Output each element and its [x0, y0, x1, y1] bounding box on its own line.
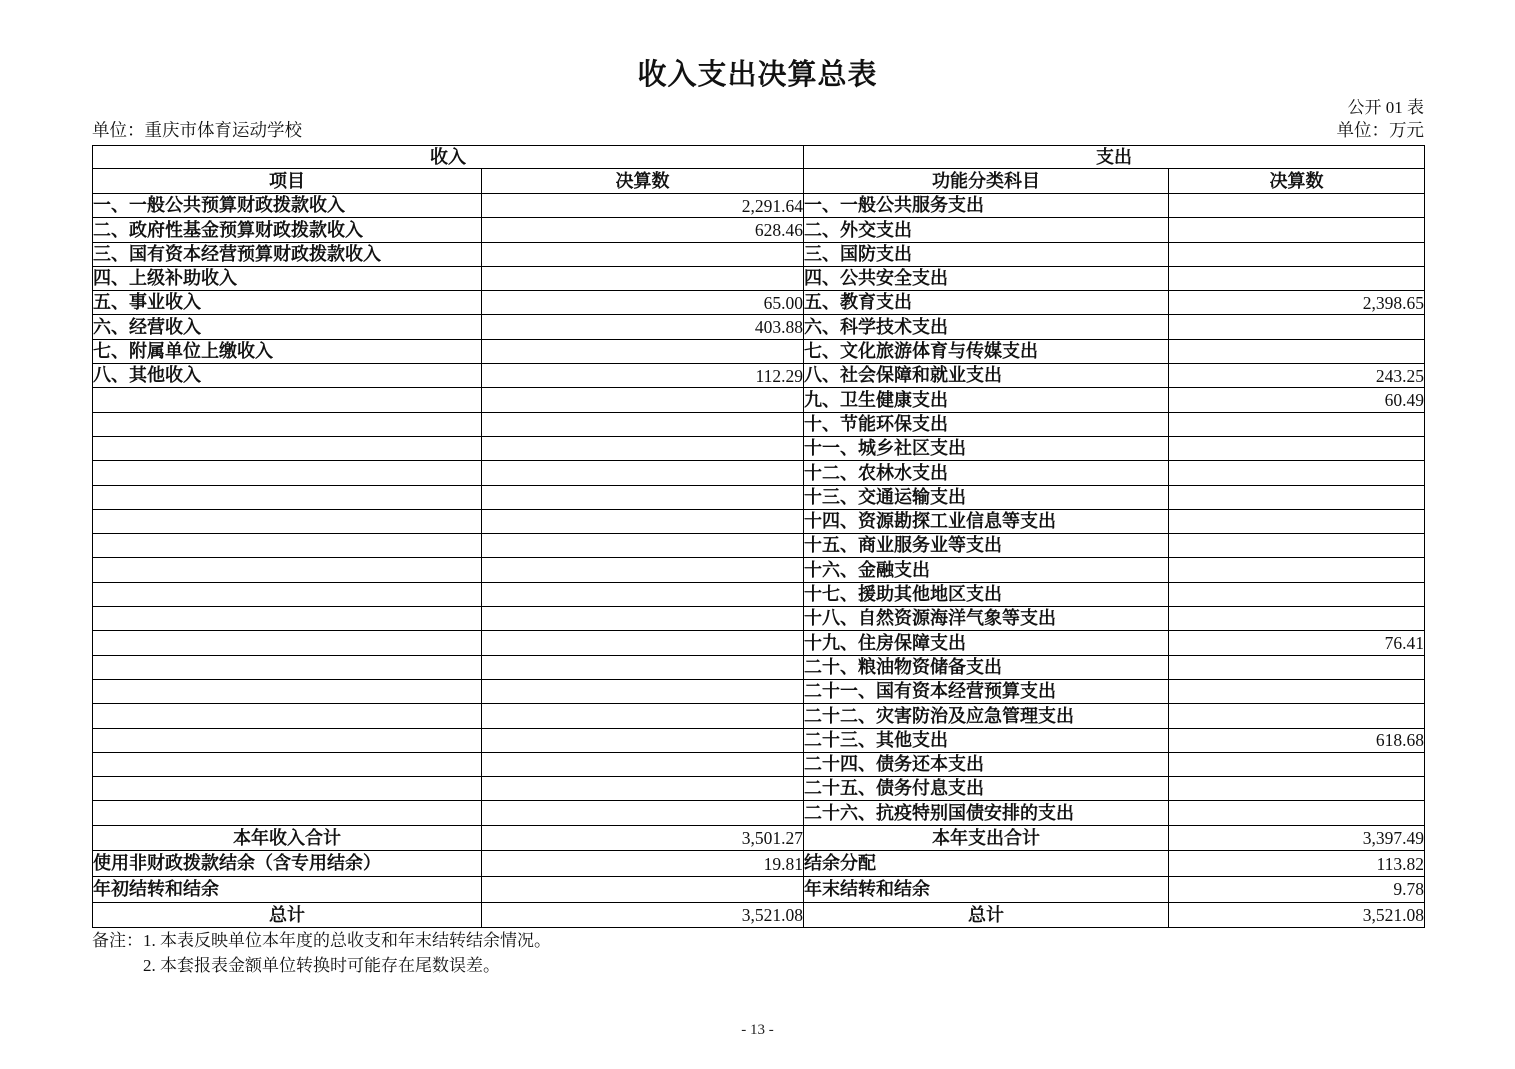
- expense-amount-cell: [1169, 266, 1425, 290]
- expense-amount-cell: [1169, 607, 1425, 631]
- note-line-2: 2. 本套报表金额单位转换时可能存在尾数误差。: [143, 956, 500, 975]
- income-item-cell: [93, 704, 482, 728]
- note-line-1: 1. 本表反映单位本年度的总收支和年末结转结余情况。: [143, 931, 551, 950]
- expense-item-cell: 二、外交支出: [804, 218, 1169, 242]
- income-item-cell: [93, 485, 482, 509]
- income-amount-cell: [482, 436, 804, 460]
- income-amount-cell: 403.88: [482, 315, 804, 339]
- income-item-cell: [93, 436, 482, 460]
- expense-amount-cell: 76.41: [1169, 631, 1425, 655]
- expense-amount-cell: [1169, 461, 1425, 485]
- income-amount-cell: [482, 388, 804, 412]
- income-item-cell: [93, 801, 482, 825]
- expense-item-cell: 十三、交通运输支出: [804, 485, 1169, 509]
- income-amount-cell: [482, 801, 804, 825]
- income-item-cell: [93, 388, 482, 412]
- table-item-row: [93, 412, 1425, 436]
- expense-amount-cell: [1169, 655, 1425, 679]
- expense-amount-cell: [1169, 752, 1425, 776]
- table-item-row: [93, 291, 1425, 315]
- notes-label: 备注：: [92, 931, 143, 950]
- income-item-cell: [93, 558, 482, 582]
- table-summary-row: [93, 825, 1425, 851]
- table-item-row: [93, 752, 1425, 776]
- expense-amount-cell: 60.49: [1169, 388, 1425, 412]
- income-item-cell: [93, 582, 482, 606]
- income-amount-cell: [482, 485, 804, 509]
- expense-amount-cell: [1169, 704, 1425, 728]
- expense-amount-cell: 243.25: [1169, 364, 1425, 388]
- expense-summary-amount-cell: 3,397.49: [1169, 825, 1425, 851]
- expense-amount-column-header: 决算数: [1169, 169, 1425, 194]
- expense-amount-cell: [1169, 339, 1425, 363]
- income-amount-cell: [482, 752, 804, 776]
- income-item-cell: [93, 607, 482, 631]
- table-item-row: [93, 582, 1425, 606]
- expense-item-cell: 五、教育支出: [804, 291, 1169, 315]
- income-item-cell: 六、经营收入: [93, 315, 482, 339]
- table-item-row: [93, 534, 1425, 558]
- expense-item-cell: 十八、自然资源海洋气象等支出: [804, 607, 1169, 631]
- expense-item-cell: 十七、援助其他地区支出: [804, 582, 1169, 606]
- income-item-cell: 一、一般公共预算财政拨款收入: [93, 194, 482, 218]
- table-item-row: [93, 194, 1425, 218]
- expense-summary-label-cell: 年末结转和结余: [804, 877, 1169, 903]
- notes-block: [92, 928, 551, 978]
- table-item-row: [93, 339, 1425, 363]
- expense-item-cell: 九、卫生健康支出: [804, 388, 1169, 412]
- table-summary-row: [93, 877, 1425, 903]
- expense-amount-cell: [1169, 315, 1425, 339]
- income-amount-cell: [482, 728, 804, 752]
- income-amount-column-header: 决算数: [482, 169, 804, 194]
- income-amount-cell: 628.46: [482, 218, 804, 242]
- expense-amount-cell: [1169, 485, 1425, 509]
- income-item-cell: [93, 679, 482, 703]
- expense-item-cell: 二十三、其他支出: [804, 728, 1169, 752]
- meta-line: [92, 117, 1424, 142]
- expense-amount-cell: 618.68: [1169, 728, 1425, 752]
- table-item-row: [93, 388, 1425, 412]
- table-item-row: [93, 461, 1425, 485]
- income-summary-amount-cell: 3,501.27: [482, 825, 804, 851]
- table-item-row: [93, 631, 1425, 655]
- section-header-row: [93, 146, 1425, 169]
- income-item-cell: 三、国有资本经营预算财政拨款收入: [93, 242, 482, 266]
- unit-name-label: 单位：重庆市体育运动学校: [92, 120, 302, 140]
- table-item-row: [93, 266, 1425, 290]
- table-item-row: [93, 485, 1425, 509]
- income-amount-cell: [482, 242, 804, 266]
- expense-item-cell: 三、国防支出: [804, 242, 1169, 266]
- expense-item-cell: 二十六、抗疫特别国债安排的支出: [804, 801, 1169, 825]
- income-amount-cell: 65.00: [482, 291, 804, 315]
- income-item-cell: [93, 509, 482, 533]
- expense-section-header: 支出: [804, 146, 1425, 169]
- expense-item-cell: 八、社会保障和就业支出: [804, 364, 1169, 388]
- expense-summary-amount-cell: 3,521.08: [1169, 902, 1425, 928]
- income-item-cell: [93, 631, 482, 655]
- income-item-cell: [93, 777, 482, 801]
- income-item-cell: [93, 655, 482, 679]
- income-summary-amount-cell: 3,521.08: [482, 902, 804, 928]
- income-summary-amount-cell: 19.81: [482, 851, 804, 877]
- expense-item-cell: 十四、资源勘探工业信息等支出: [804, 509, 1169, 533]
- income-amount-cell: [482, 558, 804, 582]
- table-item-row: [93, 801, 1425, 825]
- income-amount-cell: [482, 655, 804, 679]
- expense-item-cell: 四、公共安全支出: [804, 266, 1169, 290]
- expense-item-cell: 七、文化旅游体育与传媒支出: [804, 339, 1169, 363]
- expense-amount-cell: [1169, 777, 1425, 801]
- expense-amount-cell: [1169, 558, 1425, 582]
- table-code-label: 公开 01 表: [1347, 98, 1424, 117]
- unit-of-measure-label: 单位：万元: [1336, 120, 1424, 140]
- expense-item-cell: 二十四、债务还本支出: [804, 752, 1169, 776]
- budget-summary-table: [92, 145, 1425, 928]
- expense-item-cell: 十五、商业服务业等支出: [804, 534, 1169, 558]
- income-item-column-header: 项目: [93, 169, 482, 194]
- table-item-row: [93, 728, 1425, 752]
- table-summary-row: [93, 902, 1425, 928]
- expense-item-cell: 十一、城乡社区支出: [804, 436, 1169, 460]
- expense-item-cell: 十九、住房保障支出: [804, 631, 1169, 655]
- expense-amount-cell: [1169, 509, 1425, 533]
- table-item-row: [93, 364, 1425, 388]
- expense-amount-cell: [1169, 412, 1425, 436]
- table-item-row: [93, 436, 1425, 460]
- income-amount-cell: [482, 704, 804, 728]
- expense-amount-cell: [1169, 534, 1425, 558]
- income-summary-label-cell: 使用非财政拨款结余（含专用结余）: [93, 851, 482, 877]
- income-item-cell: [93, 752, 482, 776]
- expense-summary-amount-cell: 113.82: [1169, 851, 1425, 877]
- table-item-row: [93, 509, 1425, 533]
- income-amount-cell: 112.29: [482, 364, 804, 388]
- table-item-row: [93, 655, 1425, 679]
- table-item-row: [93, 242, 1425, 266]
- table-item-row: [93, 558, 1425, 582]
- income-summary-label-cell: 总计: [93, 902, 482, 928]
- income-amount-cell: [482, 679, 804, 703]
- table-item-row: [93, 777, 1425, 801]
- expense-item-cell: 十六、金融支出: [804, 558, 1169, 582]
- income-item-cell: 五、事业收入: [93, 291, 482, 315]
- table-item-row: [93, 218, 1425, 242]
- table-item-row: [93, 704, 1425, 728]
- expense-amount-cell: [1169, 582, 1425, 606]
- expense-summary-amount-cell: 9.78: [1169, 877, 1425, 903]
- table-item-row: [93, 679, 1425, 703]
- notes-lines: [143, 928, 551, 978]
- expense-amount-cell: [1169, 679, 1425, 703]
- expense-amount-cell: [1169, 218, 1425, 242]
- income-section-header: 收入: [93, 146, 804, 169]
- expense-item-column-header: 功能分类科目: [804, 169, 1169, 194]
- expense-item-cell: 一、一般公共服务支出: [804, 194, 1169, 218]
- expense-summary-label-cell: 总计: [804, 902, 1169, 928]
- income-item-cell: 八、其他收入: [93, 364, 482, 388]
- expense-summary-label-cell: 结余分配: [804, 851, 1169, 877]
- income-summary-label-cell: 年初结转和结余: [93, 877, 482, 903]
- expense-amount-cell: 2,398.65: [1169, 291, 1425, 315]
- expense-summary-label-cell: 本年支出合计: [804, 825, 1169, 851]
- expense-item-cell: 二十二、灾害防治及应急管理支出: [804, 704, 1169, 728]
- income-amount-cell: [482, 509, 804, 533]
- expense-item-cell: 二十、粮油物资储备支出: [804, 655, 1169, 679]
- page-number: - 13 -: [741, 1022, 774, 1038]
- income-amount-cell: [482, 534, 804, 558]
- income-item-cell: 二、政府性基金预算财政拨款收入: [93, 218, 482, 242]
- income-amount-cell: [482, 412, 804, 436]
- expense-item-cell: 二十一、国有资本经营预算支出: [804, 679, 1169, 703]
- income-item-cell: 四、上级补助收入: [93, 266, 482, 290]
- income-amount-cell: 2,291.64: [482, 194, 804, 218]
- expense-amount-cell: [1169, 194, 1425, 218]
- table-item-row: [93, 607, 1425, 631]
- expense-amount-cell: [1169, 801, 1425, 825]
- column-header-row: [93, 169, 1425, 194]
- expense-amount-cell: [1169, 436, 1425, 460]
- income-amount-cell: [482, 339, 804, 363]
- income-item-cell: [93, 728, 482, 752]
- table-summary-row: [93, 851, 1425, 877]
- income-summary-amount-cell: [482, 877, 804, 903]
- income-item-cell: [93, 412, 482, 436]
- income-item-cell: [93, 534, 482, 558]
- expense-item-cell: 二十五、债务付息支出: [804, 777, 1169, 801]
- income-amount-cell: [482, 582, 804, 606]
- income-item-cell: 七、附属单位上缴收入: [93, 339, 482, 363]
- income-amount-cell: [482, 266, 804, 290]
- income-amount-cell: [482, 777, 804, 801]
- income-amount-cell: [482, 461, 804, 485]
- expense-item-cell: 十、节能环保支出: [804, 412, 1169, 436]
- page-title: 收入支出决算总表: [637, 59, 878, 91]
- income-amount-cell: [482, 607, 804, 631]
- income-item-cell: [93, 461, 482, 485]
- income-summary-label-cell: 本年收入合计: [93, 825, 482, 851]
- expense-item-cell: 十二、农林水支出: [804, 461, 1169, 485]
- income-amount-cell: [482, 631, 804, 655]
- expense-amount-cell: [1169, 242, 1425, 266]
- table-item-row: [93, 315, 1425, 339]
- expense-item-cell: 六、科学技术支出: [804, 315, 1169, 339]
